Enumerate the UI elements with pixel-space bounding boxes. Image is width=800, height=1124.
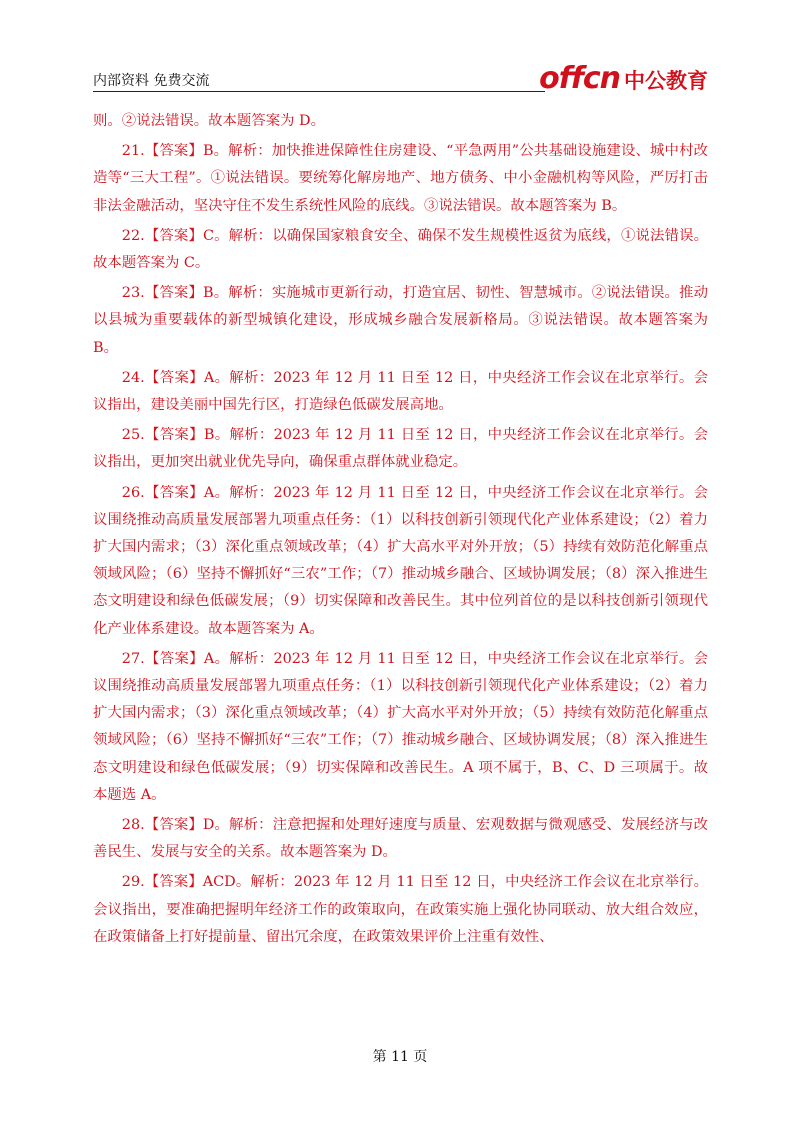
paragraph-continuation: 则。②说法错误。故本题答案为 D。 xyxy=(93,113,325,129)
answer-21: 21.【答案】B。解析：加快推进保障性住房建设、“平急两用”公共基础设施建设、城中村改造等“三大工程”。①说法错误。要统筹化解房地产、地方债务、中小金融机构等风险，严厉打击非法金融活动，坚决守住不发生系统性风险的底线。③说法错误。故本题答案为 B。 xyxy=(93,143,708,214)
header-rule xyxy=(93,91,545,92)
answer-26: 26.【答案】A。解析：2023 年 12 月 11 日至 12 日，中央经济工作会议在北京举行。会议围绕推动高质量发展部署九项重点任务：（1）以科技创新引领现代化产业体系建设；（2）着力扩大国内需求；（3）深化重点领域改革；（4）扩大高水平对外开放；（5）持续有效防范化解重点领域风险；（6）坚持不懈抓好“三农”工作；（7）推动城乡融合、区域协调发展；（8）深入推进生态文明建设和绿色低碳发展；（9）切实保障和改善民生。其中位列首位的是以科技创新引领现代化产业体系建设。故本题答案为 A。 xyxy=(93,484,708,637)
answer-29: 29.【答案】ACD。解析：2023 年 12 月 11 日至 12 日，中央经济工作会议在北京举行。会议指出，要准确把握明年经济工作的政策取向，在政策实施上强化协同联动、放大组合效应，在政策储备上打好提前量、留出冗余度，在政策效果评价上注重有效性、 xyxy=(93,874,708,945)
logo-text-en: offcn xyxy=(539,61,620,96)
offcn-logo xyxy=(539,62,708,94)
answer-23: 23.【答案】B。解析：实施城市更新行动，打造宜居、韧性、智慧城市。②说法错误。推动以县城为重要载体的新型城镇化建设，形成城乡融合发展新格局。③说法错误。故本题答案为 B。 xyxy=(93,285,708,356)
answer-25: 25.【答案】B。解析：2023 年 12 月 11 日至 12 日，中央经济工作会议在北京举行。会议指出，更加突出就业优先导向，确保重点群体就业稳定。 xyxy=(93,427,708,471)
header-caption: 内部资料 免费交流 xyxy=(93,73,210,89)
answer-22: 22.【答案】C。解析：以确保国家粮食安全、确保不发生规模性返贫为底线，①说法错误。故本题答案为 C。 xyxy=(93,227,708,272)
page-number: 第 11 页 xyxy=(372,1049,428,1065)
answer-27: 27.【答案】A。解析：2023 年 12 月 11 日至 12 日，中央经济工作会议在北京举行。会议围绕推动高质量发展部署九项重点任务：（1）以科技创新引领现代化产业体系建设；（2）着力扩大国内需求；（3）深化重点领域改革；（4）扩大高水平对外开放；（5）持续有效防范化解重点领域风险；（6）坚持不懈抓好“三农”工作；（7）推动城乡融合、区域协调发展；（8）深入推进生态文明建设和绿色低碳发展；（9）切实保障和改善民生。A 项不属于，B、C、D 三项属于。故本题选 A。 xyxy=(93,650,708,803)
page-header xyxy=(93,62,708,94)
logo-text-cn: 中公教育 xyxy=(624,69,708,93)
answer-24: 24.【答案】A。解析：2023 年 12 月 11 日至 12 日，中央经济工作会议在北京举行。会议指出，建设美丽中国先行区，打造绿色低碳发展高地。 xyxy=(93,369,708,414)
answer-28: 28.【答案】D。解析：注意把握和处理好速度与质量、宏观数据与微观感受、发展经济与改善民生、发展与安全的关系。故本题答案为 D。 xyxy=(93,817,708,861)
answer-analysis-body xyxy=(93,108,708,954)
